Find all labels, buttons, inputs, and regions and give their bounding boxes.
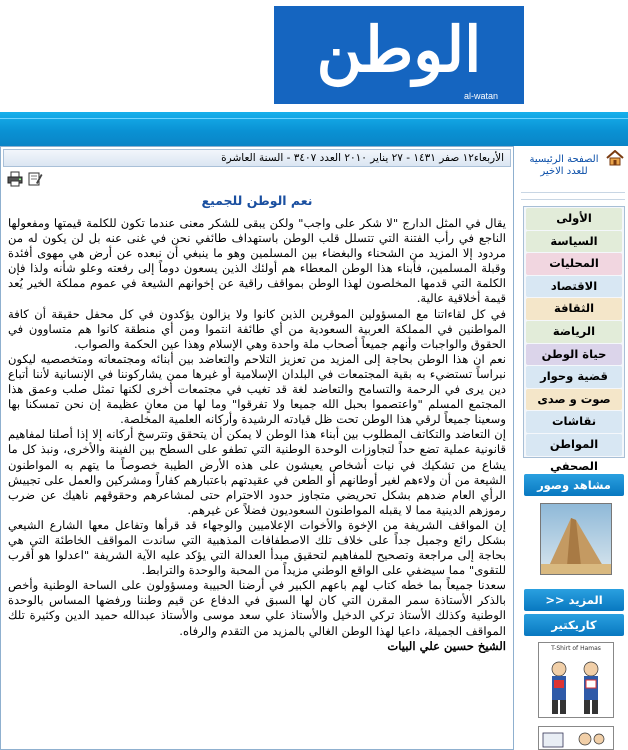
logo-arabic-text: الوطن (316, 13, 482, 86)
printer-icon[interactable] (7, 171, 23, 187)
more-photos-button[interactable]: المزيد << (524, 589, 624, 611)
menu-item-discussions[interactable]: نقاشات (526, 411, 622, 433)
menu-item-first[interactable]: الأولى (526, 208, 622, 230)
logo-english-text: al-watan (463, 91, 498, 101)
section-menu (523, 206, 625, 473)
article-title: نعم الوطن للجميع (201, 193, 313, 208)
home-link[interactable] (521, 148, 627, 188)
article-paragraph: سعدنا جميعاً بما خطه كتاب لهم باعهم الكبير في أرضنا الحبيبة ومسؤولون على الساحة الوطنية وأخص بالذكر الأستاذة سمر المقرن التي كان لها السبق في الدفاع عن قيم وطننا ورفضها المساس بالوحدة الوطنية وكذلك الأستاذ تركي الدخيل والأستاذ علي سعد موسى والأستاذ عبدالله حميد الدين وكثيرة تلك المواقف الجميلة، داعيا لهذا الوطن الغالي بالمزيد من التقدم والرفاه. (8, 578, 506, 638)
cartoon-section-header: كاريكتير (524, 614, 624, 636)
cartoon-image-second[interactable] (538, 726, 614, 750)
photos-section-header: مشاهد وصور (524, 474, 624, 496)
article-paragraph: يقال في المثل الدارج "لا شكر على واجب" ولكن يبقى للشكر معنى عندما تكون للكلمة قيمتها ومفعولها الناجع في رأب الفتنة التي تتسلل قلب الوطن باستهداف طائفي نحن في غنى عنه بل لن يكون له من مردود إلا المزيد من الشحناء والبغضاء بين المسلمين وهو ما ينبغي أن نبعده عن أرض هي مهوى أفئدة وقبلة المسلمين، فأبناء هذا الوطن المعطاء هم أولئك الذين يسعون دوماً إلى رفعته وعلو شأنه ولذا فإن الكلمة التي قدمها المخلصون لهذا الوطن بمواقف راقية عن إخوانهم الشيعة في عموم مملكة الخير يُعد قيمة أخلاقية عالية. (8, 216, 506, 306)
article-paragraph: إن التعاضد والتكاتف المطلوب بين أبناء هذا الوطن لا يمكن أن يتحقق وتترسخ أركانه إلا إذا أصلنا لمفاهيم قانونية عملية تضع حداً لتجاوزات الوحدة الوطنية التي تطفو على السطح بين الفينة والأخرى، ونبذ كل ما يشاع من تشكيك في نيات أشخاص يعيشون على هذه الأرض الطيبة خصوصاً ما يتهم به المواطنون الشيعة من أن ولاءهم لغير أوطانهم أو الطعن في عقيدتهم باعتبارهم كفاراً ومشركين والعمل على تجييش الرأي العام ضدهم بشكل تحريضي متجاوز حدود الاحترام حتى لمشاعرهم وحقوقهم ناهيك عن ضرب رموزهم الدينية مما لا يقبله المواطنون السعوديون فضلاً عن غيرهم. (8, 427, 506, 517)
menu-item-economy[interactable]: الاقتصاد (526, 276, 622, 298)
menu-item-local[interactable]: المحليات (526, 253, 622, 275)
menu-item-issue-dialogue[interactable]: قضية وحوار (526, 366, 622, 388)
sidebar-divider (521, 199, 625, 200)
sidebar-divider (521, 192, 625, 193)
cartoon-caption: T-Shirt of Hamas (551, 645, 601, 652)
menu-item-voice-echo[interactable]: صوت و صدى (526, 389, 622, 411)
site-header (0, 0, 628, 112)
article-author: الشيخ حسين علي البيات (387, 638, 506, 653)
article-body (8, 216, 506, 654)
article-tools (5, 171, 45, 189)
menu-item-watan-life[interactable]: حياة الوطن (526, 344, 622, 366)
menu-item-politics[interactable]: السياسة (526, 231, 622, 253)
menu-item-sports[interactable]: الرياضة (526, 321, 622, 343)
article-paragraph: نعم ان هذا الوطن بحاجة إلى المزيد من تعزيز التلاحم والتعاضد بين أبنائه ومجتمعاته ومتخصصيه ليكون نبراساً تستضيء به بقية المجتمعات في البلدان الإسلامية أو غيرها ممن يشاركوننا في الإنسانية لأننا أتباع دين يرى في الرحمة والتسامح والتعاضد لغة قد تغيب في مجتمعات أخرى لكنها تمثل صلب وعمق هذا المجتمع المسلم "واعتصموا بحبل الله جميعا ولا تفرقوا" وما لها من معانٍ عظيمة إن نحن تمسكنا بها وسعينا جميعاً لرقي هذا الوطن تحت ظل قيادته الرشيدة وأركانه العلمية المخلصة. (8, 351, 506, 427)
header-band-highlight (0, 118, 628, 119)
home-icon (606, 150, 624, 166)
menu-item-citizen-journalist[interactable]: المواطن الصحفي (526, 434, 622, 456)
home-link-label: الصفحة الرئيسية للعدد الاخير (529, 154, 599, 177)
menu-item-culture[interactable]: الثقافة (526, 298, 622, 320)
featured-photo[interactable] (540, 503, 612, 575)
cartoon-image[interactable] (538, 642, 614, 718)
site-logo[interactable] (274, 6, 524, 104)
issue-dateline: الأربعاء١٢ صفر ١٤٣١ - ٢٧ يناير ٢٠١٠ العدد ٣٤٠٧ - السنة العاشرة (3, 149, 511, 167)
article-paragraph: إن المواقف الشريفة من الإخوة والأخوات الإعلاميين والوجهاء قد قرأها وتفاعل معها الشارع الشيعي بشكل رائع وجميل جداً على خلاف تلك الاصطفافات المذهبية التي ساندت المواقف الخاطئة التي هي بحاجة إلى مراجعة وتصحيح للمفاهيم لتحقيق مبدأ العدالة التي يؤكد عليه الآية الشريفة "اعدلوا هو أقرب للتقوى" مما سيضفي على الواقع الوطني مزيداً من المحبة والوحدة والترابط. (8, 517, 506, 578)
pen-note-icon[interactable] (27, 171, 43, 187)
article-paragraph: في كل لقاءاتنا مع المسؤولين الموقرين الذين كانوا ولا يزالون يؤكدون في كل محفل حقيقة أن كافة المواطنين في المملكة العربية السعودية من أي طائفة انتموا ومن أي منطقة كانوا هم متساوون في الحقوق والواجبات وأنهم جميعاً أصحاب ملة واحدة وهي الإسلام وهذا عين الحكمة والصواب. (8, 306, 506, 351)
